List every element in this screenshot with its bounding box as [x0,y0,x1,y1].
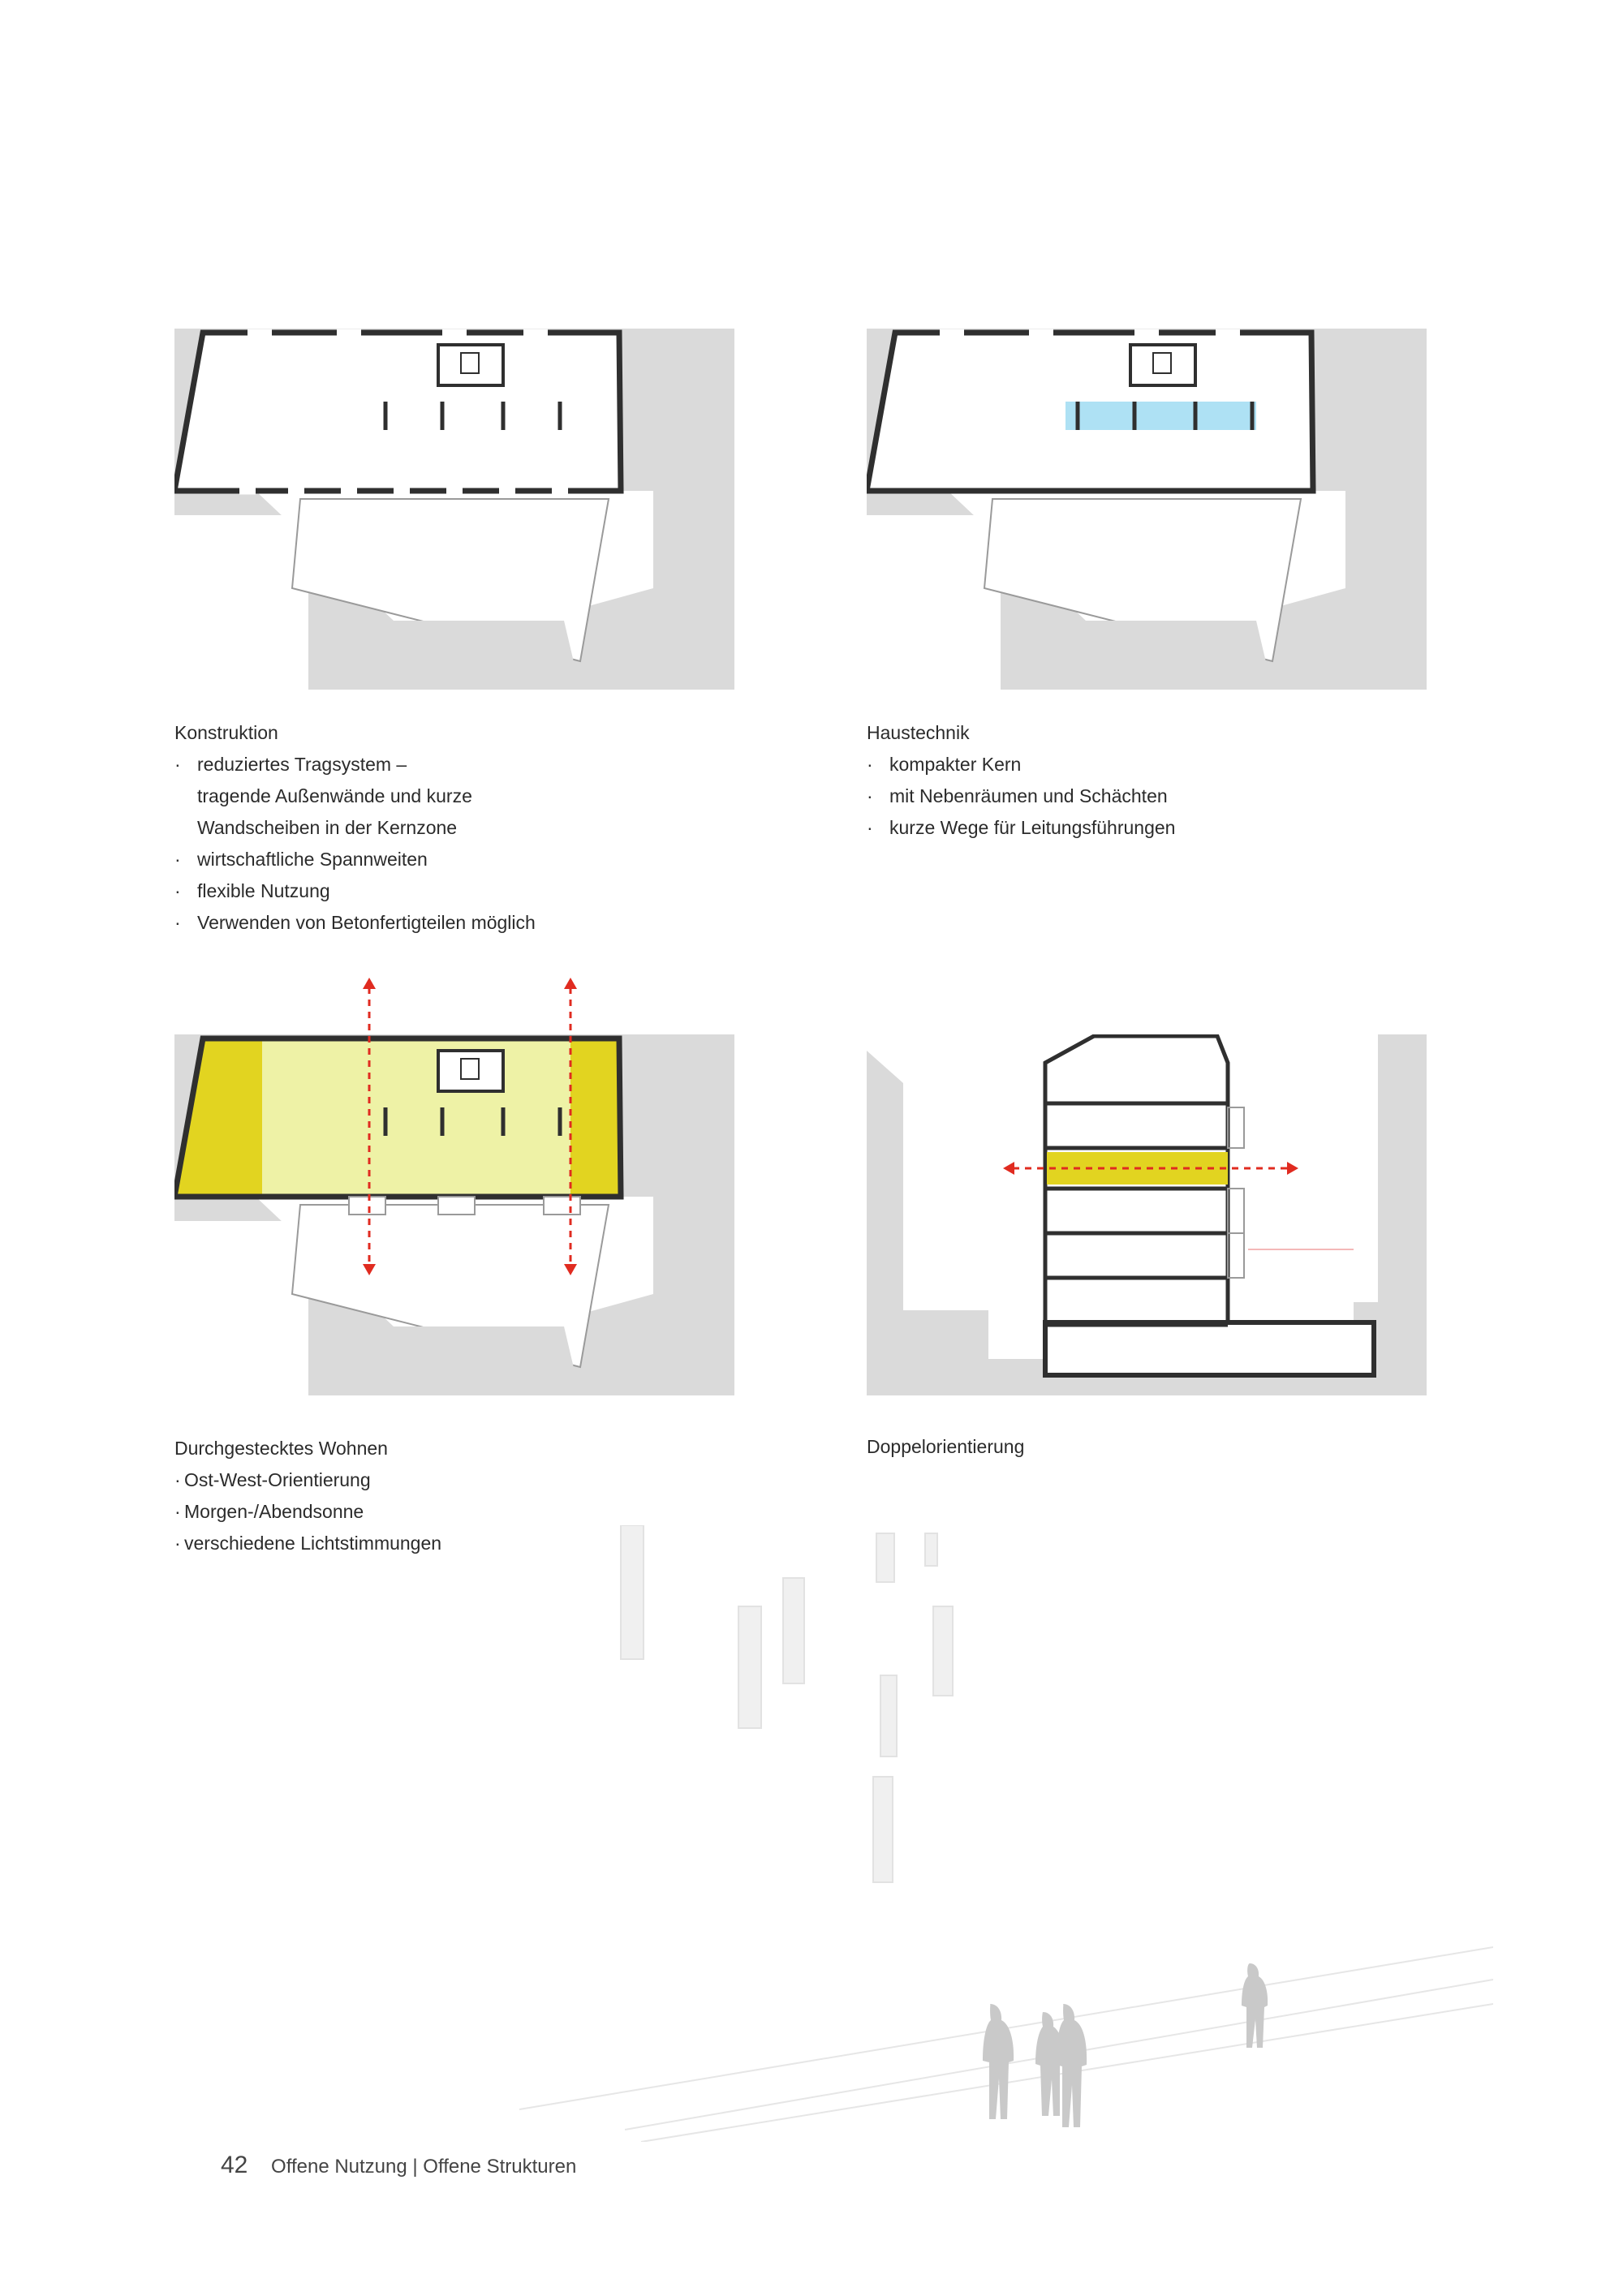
caption-durchgesteckt [174,1433,441,1559]
list-item: Wandscheiben in der Kernzone [197,817,458,838]
haustechnik-plan-diagram [867,329,1427,690]
context-block [394,1326,580,1395]
elevator-box [461,1059,479,1079]
list-item: · Morgen-/Abendsonne [174,1501,364,1522]
elevator-box [1153,353,1171,373]
page-number: 42 [221,2152,248,2178]
list-item: · mit Nebenräumen und Schächten [867,785,1168,806]
light-columns [621,1525,953,1882]
doppelorientierung-section-diagram [867,1034,1427,1395]
footer-title: Offene Nutzung | Offene Strukturen [271,2156,577,2178]
people-silhouettes [983,1963,1268,2127]
caption-title: Durchgestecktes Wohnen [174,1438,388,1459]
list-item: · reduziertes Tragsystem – [174,754,407,775]
elevator-box [461,353,479,373]
installation-zone [1065,402,1256,430]
list-item: · flexible Nutzung [174,880,330,901]
list-item: · kompakter Kern [867,754,1022,775]
list-item: · Verwenden von Betonfertigteilen möglich [174,912,536,933]
street-area [174,515,308,690]
list-item: · kurze Wege für Leitungsführungen [867,817,1176,838]
street-area [174,1221,308,1395]
caption-title: Konstruktion [174,722,278,743]
street-area [867,515,1001,690]
list-item: · Ost-West-Orientierung [174,1469,371,1490]
konstruktion-plan-diagram [174,329,734,690]
caption-doppelorientierung [867,1431,1024,1463]
caption-title: Doppelorientierung [867,1436,1025,1457]
caption-konstruktion [174,717,536,939]
ground-floor-extension [1045,1322,1374,1375]
caption-haustechnik [867,717,1175,844]
caption-title: Haustechnik [867,722,970,743]
list-item: · verschiedene Lichtstimmungen [174,1533,442,1554]
durchgesteckt-plan-diagram [174,978,734,1395]
list-item: · wirtschaftliche Spannweiten [174,849,428,870]
context-block [394,621,580,690]
balconies [349,1197,580,1215]
building-outline [174,333,621,491]
east-orientation-zone [570,1038,619,1197]
context-block [1086,621,1272,690]
page-footer [221,2152,576,2179]
background-people-illustration [519,1525,1493,2142]
list-item: tragende Außenwände und kurze [197,785,472,806]
